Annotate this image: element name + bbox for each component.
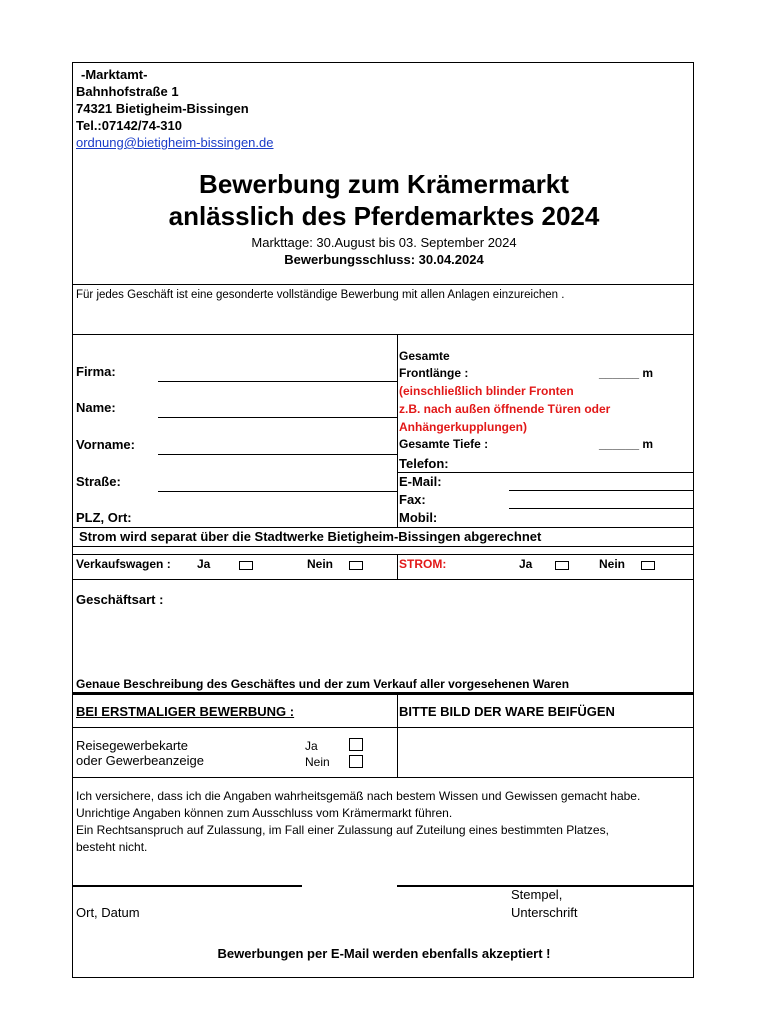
email-field[interactable] (509, 490, 693, 491)
first-time-nein-label: Nein (305, 755, 330, 769)
strasse-field[interactable] (158, 491, 398, 492)
verkaufswagen-nein-checkbox[interactable] (349, 561, 363, 570)
application-form (72, 62, 694, 978)
declaration-line4: besteht nicht. (76, 840, 148, 854)
name-label: Name: (76, 400, 116, 415)
first-time-ja-label: Ja (305, 739, 318, 753)
vorname-field[interactable] (158, 454, 398, 455)
strom-note: Strom wird separat über die Stadtwerke Bietigheim-Bissingen abgerechnet (79, 529, 542, 544)
ort-datum-field[interactable] (73, 885, 302, 887)
divider (73, 284, 693, 285)
declaration-line2: Unrichtige Angaben können zum Ausschluss vom Krämermarkt führen. (76, 806, 453, 820)
divider (73, 554, 693, 555)
office-email-link[interactable]: ordnung@bietigheim-bissingen.de (76, 135, 274, 150)
stempel-label: Stempel, (511, 887, 563, 902)
name-field[interactable] (158, 417, 398, 418)
application-deadline: Bewerbungsschluss: 30.04.2024 (284, 252, 484, 267)
divider (397, 695, 398, 777)
front-note-line3: Anhängerkupplungen) (399, 420, 527, 434)
picture-note: BITTE BILD DER WARE BEIFÜGEN (399, 704, 615, 719)
tiefe-field[interactable]: ______ m (599, 437, 654, 451)
declaration-line1: Ich versichere, dass ich die Angaben wahrheitsgemäß nach bestem Wissen und Gewissen gemacht habe. (76, 789, 641, 803)
divider-thick (73, 692, 693, 695)
divider (73, 546, 693, 547)
mobil-label: Mobil: (399, 510, 438, 525)
verkaufswagen-ja-label: Ja (197, 557, 211, 571)
footer-note: Bewerbungen per E-Mail werden ebenfalls akzeptiert ! (217, 946, 551, 961)
divider (73, 579, 693, 580)
business-description: Genaue Beschreibung des Geschäftes und der zum Verkauf aller vorgesehenen Waren (76, 677, 570, 691)
tiefe-label: Gesamte Tiefe : (399, 437, 489, 451)
divider (73, 727, 693, 728)
reisegewerbekarte-label: Reisegewerbekarte (76, 738, 189, 753)
strom-ja-checkbox[interactable] (555, 561, 569, 570)
divider (397, 554, 398, 579)
gesamte-label: Gesamte (399, 349, 450, 363)
strom-ja-label: Ja (519, 557, 533, 571)
fax-label: Fax: (399, 492, 426, 507)
market-dates: Markttage: 30.August bis 03. September 2024 (251, 235, 517, 250)
strom-nein-checkbox[interactable] (641, 561, 655, 570)
form-title-line2: anlässlich des Pferdemarktes 2024 (168, 201, 600, 231)
notice-text: Für jedes Geschäft ist eine gesonderte vollständige Bewerbung mit allen Anlagen einzureichen . (76, 289, 565, 301)
office-name: -Marktamt- (81, 67, 148, 82)
divider (73, 527, 693, 528)
first-time-heading: BEI ERSTMALIGER BEWERBUNG : (76, 704, 295, 719)
firma-field[interactable] (158, 381, 398, 382)
gewerbeanzeige-label: oder Gewerbeanzeige (76, 753, 204, 768)
first-time-ja-checkbox[interactable] (349, 738, 363, 751)
plz-label: PLZ, Ort: (76, 510, 132, 525)
frontlaenge-label: Frontlänge : (399, 366, 469, 380)
strasse-label: Straße: (76, 474, 121, 489)
unterschrift-label: Unterschrift (511, 905, 578, 920)
office-phone: Tel.:07142/74-310 (76, 118, 182, 133)
strom-nein-label: Nein (599, 557, 626, 571)
divider (73, 334, 693, 335)
firma-label: Firma: (76, 364, 116, 379)
geschaeftsart-field[interactable] (76, 611, 690, 675)
ort-datum-label: Ort, Datum (76, 905, 140, 920)
geschaeftsart-label: Geschäftsart : (76, 592, 164, 607)
vorname-label: Vorname: (76, 437, 135, 452)
telefon-label: Telefon: (399, 456, 449, 471)
picture-upload-area[interactable] (399, 729, 691, 775)
form-title-line1: Bewerbung zum Krämermarkt (199, 169, 569, 199)
strom-label: STROM: (399, 557, 447, 571)
front-note-line1: (einschließlich blinder Fronten (399, 384, 574, 398)
frontlaenge-field[interactable]: ______ m (599, 366, 654, 380)
email-label: E-Mail: (399, 474, 442, 489)
fax-field[interactable] (509, 508, 693, 509)
declaration-line3: Ein Rechtsanspruch auf Zulassung, im Fall einer Zulassung auf Zuteilung eines bestimmten Platzes, (76, 823, 609, 837)
divider (397, 334, 398, 527)
first-time-nein-checkbox[interactable] (349, 755, 363, 768)
verkaufswagen-ja-checkbox[interactable] (239, 561, 253, 570)
office-street: Bahnhofstraße 1 (76, 84, 179, 99)
verkaufswagen-label: Verkaufswagen : (76, 557, 171, 571)
divider (73, 777, 693, 778)
front-note-line2: z.B. nach außen öffnende Türen oder (399, 402, 611, 416)
office-city: 74321 Bietigheim-Bissingen (76, 101, 249, 116)
verkaufswagen-nein-label: Nein (307, 557, 334, 571)
divider (397, 472, 693, 473)
